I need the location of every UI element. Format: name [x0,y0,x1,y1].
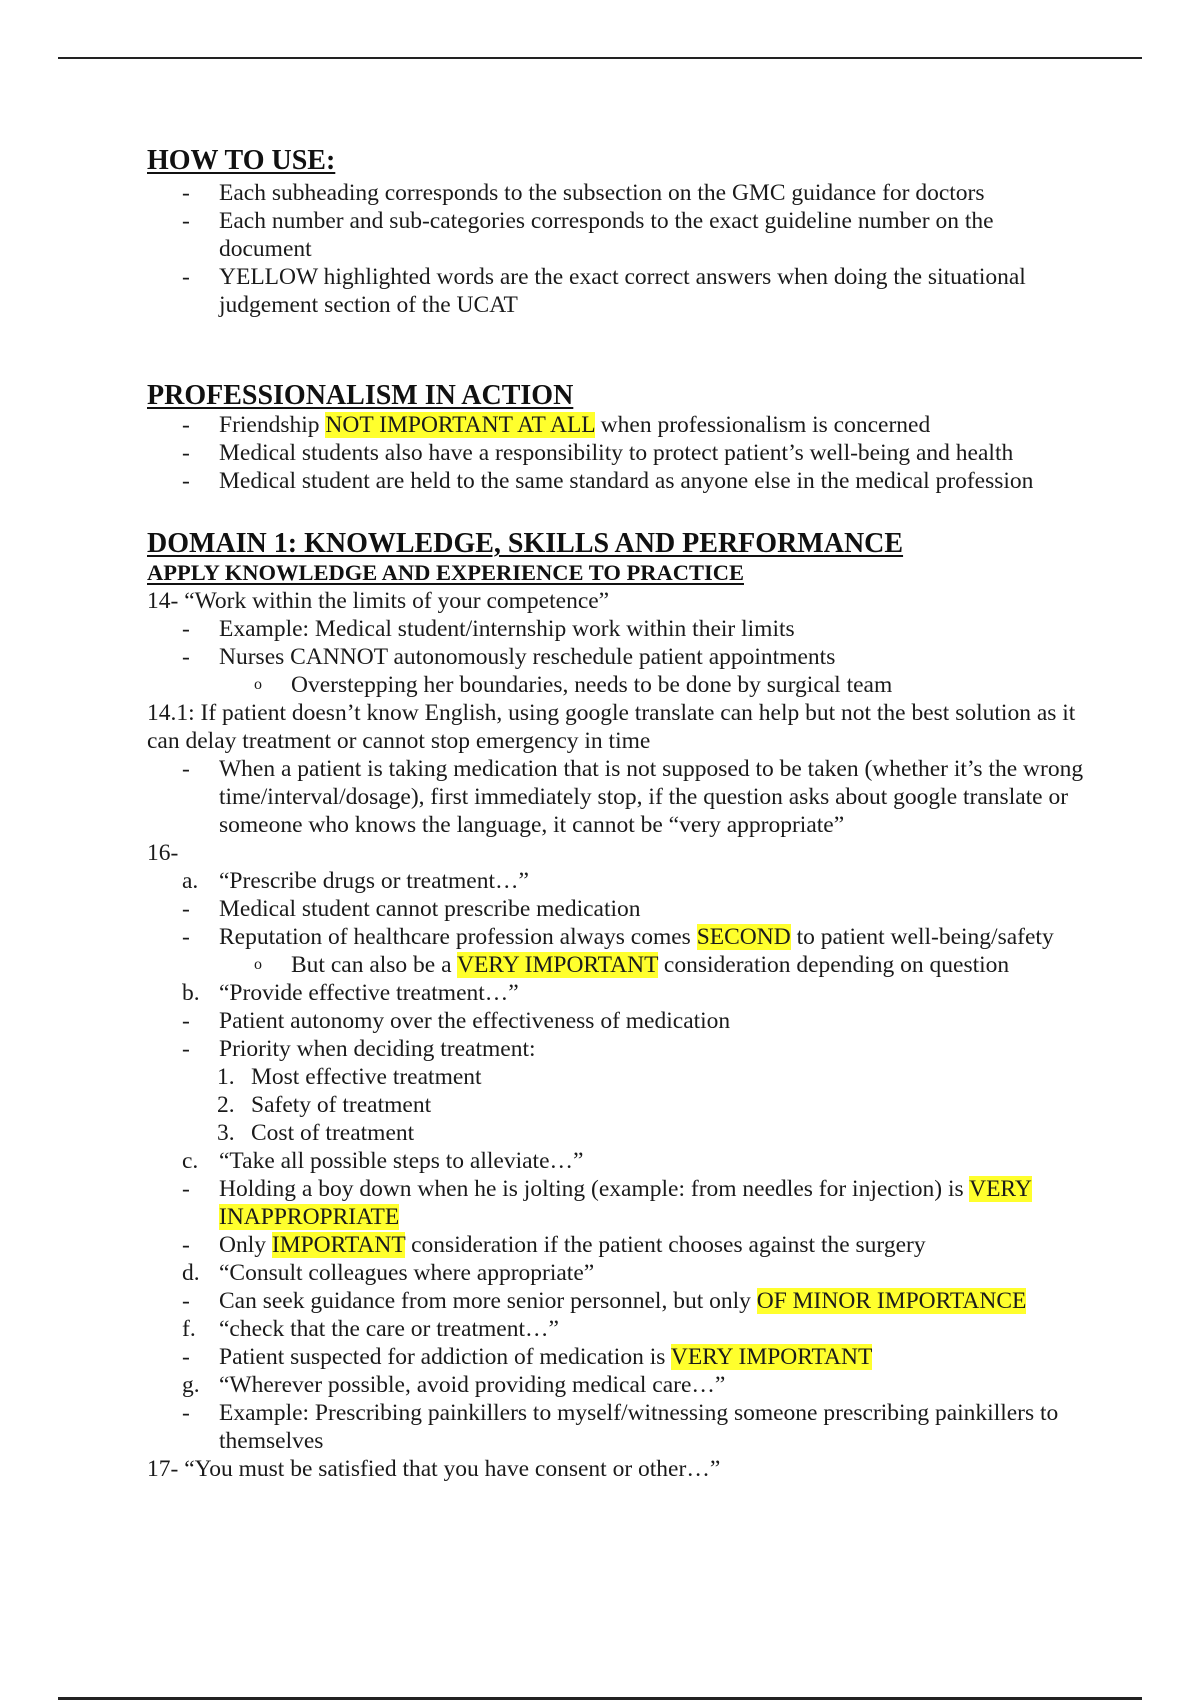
highlight: VERY INAPPROPRIATE [219,1176,1032,1230]
dash-marker: - [182,616,190,642]
highlight: VERY IMPORTANT [670,1344,873,1370]
list-item: - Can seek guidance from more senior personnel, but only OF MINOR IMPORTANCE [182,1288,1027,1314]
list-item: - Example: Prescribing painkillers to myself/witnessing someone prescribing painkillers to themselves [182,1400,1059,1454]
list-item: - Friendship NOT IMPORTANT AT ALL when professionalism is concerned [182,412,931,438]
dash-marker: - [182,440,190,466]
dash-marker: - [182,264,190,290]
dash-marker: - [182,1344,190,1370]
sub-guideline-a: a. “Prescribe drugs or treatment…” [182,868,529,894]
highlight: OF MINOR IMPORTANCE [756,1288,1027,1314]
dash-marker: - [182,756,190,782]
list-item: - Medical student cannot prescribe medication [182,896,641,922]
heading-professionalism: PROFESSIONALISM IN ACTION [147,380,574,411]
dash-marker: - [182,1008,190,1034]
heading-how-to-use: HOW TO USE: [147,145,336,176]
circle-marker: o [254,676,262,693]
guideline-14-title: 14- “Work within the limits of your competence” [147,588,610,614]
dash-marker: - [182,1176,190,1202]
numbered-item: 3. Cost of treatment [217,1120,415,1146]
sub-guideline-b: b. “Provide effective treatment…” [182,980,519,1006]
dash-marker: - [182,1400,190,1426]
dash-marker: - [182,924,190,950]
list-item: - YELLOW highlighted words are the exact correct answers when doing the situational judgement section of the UCAT [182,264,1026,318]
list-item: - Nurses CANNOT autonomously reschedule patient appointments [182,644,836,670]
guideline-16-title: 16- [147,840,179,866]
list-item: - Each number and sub-categories corresponds to the exact guideline number on the document [182,208,994,262]
dash-marker: - [182,180,190,206]
list-item: - Only IMPORTANT consideration if the patient chooses against the surgery [182,1232,926,1258]
list-item: - Medical students also have a responsibility to protect patient’s well-being and health [182,440,1014,466]
document-body [147,146,1087,1483]
dash-marker: - [182,1288,190,1314]
highlight: SECOND [696,924,791,950]
subheading-apply-knowledge: APPLY KNOWLEDGE AND EXPERIENCE TO PRACTICE [147,560,744,585]
sub-guideline-g: g. “Wherever possible, avoid providing medical care…” [182,1372,726,1398]
list-item: - Example: Medical student/internship work within their limits [182,616,795,642]
sub-list-item: o Overstepping her boundaries, needs to be done by surgical team [254,672,893,698]
numbered-item: 1. Most effective treatment [217,1064,482,1090]
dash-marker: - [182,468,190,494]
sub-list-item: o But can also be a VERY IMPORTANT consideration depending on question [254,952,1010,978]
list-item: - Each subheading corresponds to the subsection on the GMC guidance for doctors [182,180,985,206]
dash-marker: - [182,1232,190,1258]
list-item: - Patient autonomy over the effectiveness of medication [182,1008,731,1034]
dash-marker: - [182,412,190,438]
guideline-17-title: 17- “You must be satisfied that you have consent or other…” [147,1456,721,1482]
sub-guideline-f: f. “check that the care or treatment…” [182,1316,559,1342]
highlight: VERY IMPORTANT [456,952,659,978]
heading-domain-1: DOMAIN 1: KNOWLEDGE, SKILLS AND PERFORMANCE [147,528,904,559]
list-item: - Medical student are held to the same standard as anyone else in the medical profession [182,468,1034,494]
dash-marker: - [182,1036,190,1062]
list-item: - Reputation of healthcare profession always comes SECOND to patient well-being/safety [182,924,1054,950]
highlight: IMPORTANT [271,1232,406,1258]
list-item: - Holding a boy down when he is jolting (example: from needles for injection) is VERY INAPPROPRIATE [182,1176,1032,1230]
sub-guideline-c: c. “Take all possible steps to alleviate…” [182,1148,584,1174]
circle-marker: o [254,956,262,973]
guideline-14-1-text: 14.1: If patient doesn’t know English, using google translate can help but not the best solution as it can delay treatment or cannot stop emergency in time [147,700,1076,754]
dash-marker: - [182,896,190,922]
dash-marker: - [182,644,190,670]
numbered-item: 2. Safety of treatment [217,1092,432,1118]
sub-guideline-d: d. “Consult colleagues where appropriate” [182,1260,595,1286]
list-item: - Priority when deciding treatment: [182,1036,536,1062]
highlight: NOT IMPORTANT AT ALL [325,412,595,438]
dash-marker: - [182,208,190,234]
top-rule [58,57,1142,59]
list-item: - When a patient is taking medication that is not supposed to be taken (whether it’s the wrong time/interval/dosage), first immediately stop, if the question asks about google translate or someone who knows the language, it cannot be “very appropriate” [182,756,1084,838]
list-item: - Patient suspected for addiction of medication is VERY IMPORTANT [182,1344,873,1370]
